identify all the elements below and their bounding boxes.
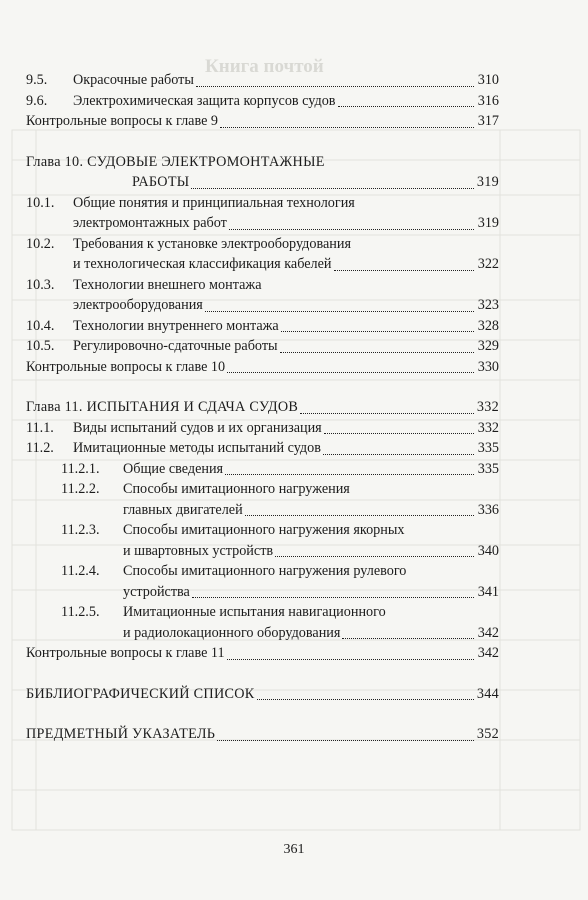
entry-page: 329 bbox=[477, 338, 499, 354]
leader-dots bbox=[323, 454, 474, 455]
toc-entry-11-2-5-line1[interactable] bbox=[26, 602, 499, 623]
entry-page: 342 bbox=[477, 624, 499, 641]
leader-dots bbox=[196, 86, 474, 87]
entry-title: Способы имитационного нагружения bbox=[123, 481, 350, 497]
entry-title: Имитационные испытания навигационного bbox=[123, 604, 386, 620]
entry-title: Технологии внешнего монтажа bbox=[73, 276, 262, 293]
entry-page: 330 bbox=[477, 358, 499, 375]
entry-title-cont: электрооборудования bbox=[73, 297, 203, 313]
toc-entry-10-3[interactable] bbox=[26, 295, 499, 316]
toc-entry-10-5[interactable] bbox=[26, 336, 499, 357]
toc-entry-9-6[interactable] bbox=[26, 91, 499, 112]
entry-page: 316 bbox=[477, 92, 499, 109]
toc-entry-bibliography[interactable] bbox=[26, 684, 499, 705]
entry-title-cont: и швартовных устройств bbox=[123, 542, 274, 559]
entry-number: 11.2.2. bbox=[61, 481, 100, 497]
toc-entry-11-2-3[interactable] bbox=[26, 541, 499, 562]
entry-title: Общие понятия и принципиальная технология bbox=[73, 194, 355, 211]
entry-title: Общие сведения bbox=[123, 460, 224, 477]
toc-entry-chapter-11[interactable] bbox=[26, 397, 499, 418]
entry-number: 10.3. bbox=[26, 276, 55, 293]
entry-title: РАБОТЫ bbox=[132, 174, 190, 190]
toc-entry-11-2-5[interactable] bbox=[26, 623, 499, 644]
toc-entry-11-2-3-line1[interactable] bbox=[26, 520, 499, 541]
entry-number: 10.2. bbox=[26, 235, 55, 252]
entry-number: 11.2. bbox=[26, 440, 54, 456]
entry-page: 322 bbox=[477, 256, 499, 272]
entry-number: 9.5. bbox=[26, 72, 48, 88]
toc-entry-review-11[interactable] bbox=[26, 643, 499, 664]
entry-number: 11.2.4. bbox=[61, 563, 100, 579]
leader-dots bbox=[300, 413, 474, 414]
entry-title-cont: и технологическая классификация кабелей bbox=[73, 256, 332, 272]
entry-title: Способы имитационного нагружения якорных bbox=[123, 522, 405, 538]
entry-page: 310 bbox=[477, 72, 499, 88]
entry-page: 335 bbox=[477, 440, 499, 456]
entry-title-cont: электромонтажных работ bbox=[73, 215, 227, 231]
entry-title: Контрольные вопросы к главе 9 bbox=[26, 113, 219, 129]
entry-title: Виды испытаний судов и их организация bbox=[73, 419, 322, 436]
toc-entry-11-2[interactable] bbox=[26, 438, 499, 459]
entry-page: 341 bbox=[477, 583, 499, 600]
entry-title: Имитационные методы испытаний судов bbox=[73, 440, 321, 456]
table-of-contents bbox=[26, 70, 499, 745]
entry-page: 340 bbox=[477, 542, 499, 559]
toc-entry-chapter-10[interactable] bbox=[26, 172, 499, 193]
toc-entry-10-4[interactable] bbox=[26, 316, 499, 337]
leader-dots bbox=[227, 659, 474, 660]
toc-entry-subject-index[interactable] bbox=[26, 724, 499, 745]
entry-title: Окрасочные работы bbox=[73, 72, 194, 88]
entry-title: Регулировочно-сдаточные работы bbox=[73, 338, 278, 354]
leader-dots bbox=[334, 270, 474, 271]
toc-entry-11-2-4[interactable] bbox=[26, 582, 499, 603]
entry-page: 344 bbox=[476, 685, 499, 702]
page-number: 361 bbox=[283, 842, 305, 857]
entry-number: 10.5. bbox=[26, 338, 55, 354]
entry-number: 11.2.1. bbox=[61, 460, 100, 477]
leader-dots bbox=[205, 311, 474, 312]
entry-page: 332 bbox=[476, 399, 499, 415]
entry-number: 10.1. bbox=[26, 194, 55, 211]
entry-title: ПРЕДМЕТНЫЙ УКАЗАТЕЛЬ bbox=[26, 726, 216, 742]
ghost-heading: Книга почтой bbox=[205, 56, 324, 77]
entry-page: 335 bbox=[477, 460, 499, 477]
entry-number: 10.4. bbox=[26, 317, 55, 334]
toc-entry-9-5[interactable] bbox=[26, 70, 499, 91]
leader-dots bbox=[191, 188, 474, 189]
toc-entry-11-2-2[interactable] bbox=[26, 500, 499, 521]
entry-page: 323 bbox=[477, 297, 499, 313]
leader-dots bbox=[324, 433, 474, 434]
leader-dots bbox=[225, 474, 474, 475]
entry-title: Электрохимическая защита корпусов судов bbox=[73, 92, 336, 109]
leader-dots bbox=[281, 331, 474, 332]
entry-number: 11.2.3. bbox=[61, 522, 100, 538]
entry-page: 319 bbox=[476, 174, 499, 190]
leader-dots bbox=[229, 229, 474, 230]
entry-page: 352 bbox=[476, 726, 499, 742]
entry-title: БИБЛИОГРАФИЧЕСКИЙ СПИСОК bbox=[26, 685, 255, 702]
leader-dots bbox=[245, 515, 474, 516]
entry-number: 9.6. bbox=[26, 92, 48, 109]
entry-number: 11.2.5. bbox=[61, 604, 100, 620]
entry-title-cont: главных двигателей bbox=[123, 501, 243, 518]
entry-title: Способы имитационного нагружения рулевого bbox=[123, 563, 407, 579]
toc-entry-10-3-line1[interactable] bbox=[26, 275, 499, 296]
entry-title-cont: устройства bbox=[123, 583, 190, 600]
entry-number: 11.1. bbox=[26, 419, 54, 436]
entry-page: 317 bbox=[477, 113, 499, 129]
entry-title: Глава 11. ИСПЫТАНИЯ И СДАЧА СУДОВ bbox=[26, 399, 299, 415]
leader-dots bbox=[220, 127, 474, 128]
leader-dots bbox=[275, 556, 474, 557]
entry-page: 336 bbox=[477, 501, 499, 518]
toc-entry-10-2-line1[interactable] bbox=[26, 234, 499, 255]
toc-entry-11-2-2-line1[interactable] bbox=[26, 479, 499, 500]
toc-entry-review-10[interactable] bbox=[26, 357, 499, 378]
chapter-10-title-line1[interactable]: Глава 10. СУДОВЫЕ ЭЛЕКТРОМОНТАЖНЫЕ bbox=[26, 153, 325, 170]
leader-dots bbox=[280, 352, 474, 353]
leader-dots bbox=[227, 372, 474, 373]
entry-title: Технологии внутреннего монтажа bbox=[73, 317, 279, 334]
toc-entry-10-1[interactable] bbox=[26, 213, 499, 234]
entry-page: 332 bbox=[477, 419, 499, 436]
toc-entry-10-2[interactable] bbox=[26, 254, 499, 275]
entry-title: Контрольные вопросы к главе 11 bbox=[26, 645, 225, 661]
entry-title: Требования к установке электрооборудования bbox=[73, 235, 351, 252]
toc-entry-11-2-4-line1[interactable] bbox=[26, 561, 499, 582]
leader-dots bbox=[217, 740, 474, 741]
leader-dots bbox=[257, 699, 474, 700]
leader-dots bbox=[338, 106, 475, 107]
entry-title-cont: и радиолокационного оборудования bbox=[123, 624, 341, 641]
leader-dots bbox=[342, 638, 474, 639]
entry-title: Контрольные вопросы к главе 10 bbox=[26, 358, 226, 375]
entry-page: 328 bbox=[477, 317, 499, 334]
toc-entry-11-1[interactable] bbox=[26, 418, 499, 439]
toc-entry-review-9[interactable] bbox=[26, 111, 499, 132]
leader-dots bbox=[192, 597, 474, 598]
toc-entry-11-2-1[interactable] bbox=[26, 459, 499, 480]
entry-page: 342 bbox=[477, 645, 499, 661]
toc-entry-10-1-line1[interactable] bbox=[26, 193, 499, 214]
entry-page: 319 bbox=[477, 215, 499, 231]
